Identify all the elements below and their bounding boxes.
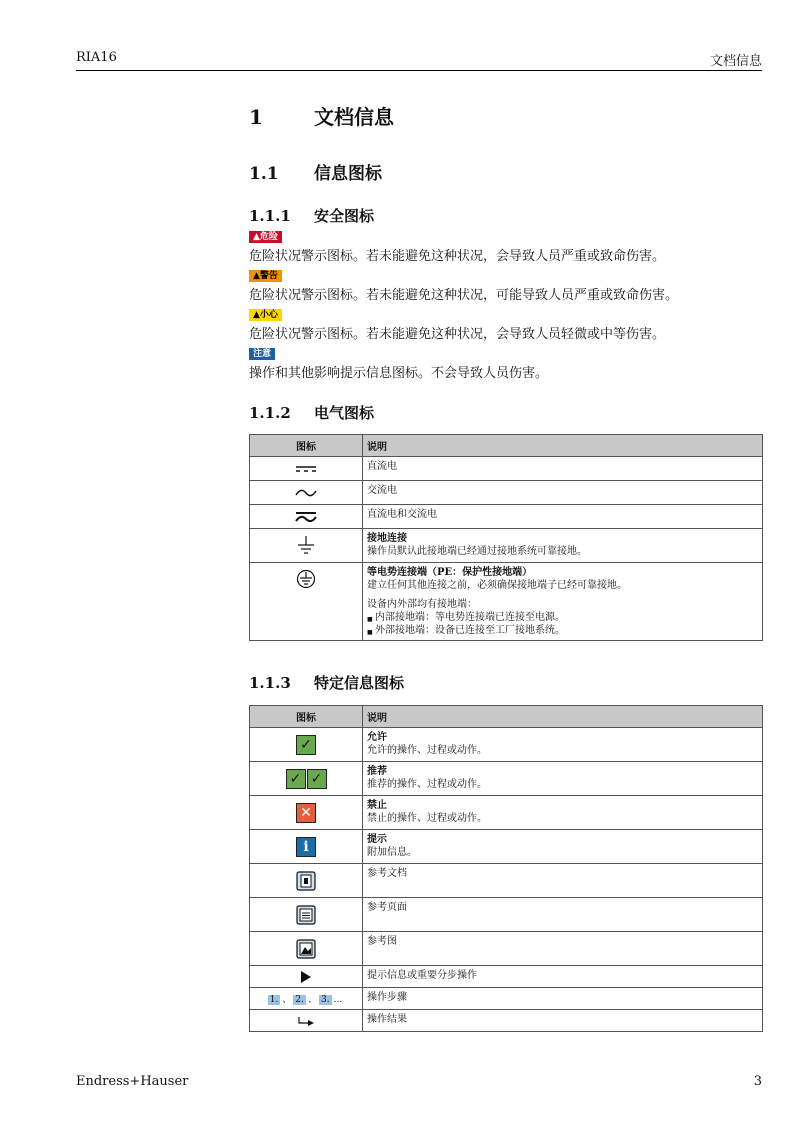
footer-brand: Endress+Hauser <box>76 1074 189 1089</box>
row-desc: 参考页面 <box>363 898 763 932</box>
step-sep: 、 <box>308 995 318 1005</box>
row-desc: 直流电 <box>363 457 763 481</box>
specific-symbols-table <box>249 705 763 1032</box>
section-number: 1.1.3 <box>249 674 291 692</box>
electrical-symbols-table <box>249 434 763 641</box>
list-item: ■ 外部接地端：设备已连接至工厂接地系统。 <box>367 624 758 637</box>
row-title: 允许 <box>367 732 387 743</box>
steps-icon <box>250 988 363 1010</box>
chapter-number: 1 <box>249 105 263 129</box>
warning-text: 危险状况警示图标。若未能避免这种状况，可能导致人员严重或致命伤害。 <box>249 288 679 303</box>
graphic-ref-icon <box>250 932 363 966</box>
col-icon-header: 图标 <box>250 706 363 728</box>
section-1-1-title <box>249 159 382 184</box>
step-ellipsis: ... <box>333 995 343 1005</box>
page-ref-icon <box>250 898 363 932</box>
table-row <box>250 966 763 988</box>
acdc-icon <box>250 505 363 529</box>
danger-text: 危险状况警示图标。若未能避免这种状况，会导致人员严重或致命伤害。 <box>249 249 666 264</box>
row-text: 附加信息。 <box>367 847 417 858</box>
dc-icon <box>250 457 363 481</box>
table-row <box>250 1010 763 1032</box>
row-text: 禁止的操作、过程或动作。 <box>367 813 487 824</box>
preferred-icon: ✓ ✓ <box>250 762 363 796</box>
result-icon <box>250 1010 363 1032</box>
row-desc: 直流电和交流电 <box>363 505 763 529</box>
page-number: 3 <box>753 1074 762 1089</box>
table-row <box>250 563 763 641</box>
table-row <box>250 728 763 762</box>
step-arrow-icon <box>250 966 363 988</box>
col-desc-header: 说明 <box>363 706 763 728</box>
table-row <box>250 505 763 529</box>
section-title-text: 特定信息图标 <box>314 674 405 692</box>
permitted-icon: ✓ <box>250 728 363 762</box>
row-desc <box>363 796 763 830</box>
row-title: 推荐 <box>367 766 387 777</box>
row-desc: 操作步骤 <box>363 988 763 1010</box>
tip-icon: i <box>250 830 363 864</box>
section-number: 1.1.2 <box>249 404 291 422</box>
row-text: 允许的操作、过程或动作。 <box>367 745 487 756</box>
section-1-1-2-title <box>249 402 374 423</box>
section-number: 1.1 <box>249 164 279 184</box>
step-1: 1. <box>269 995 279 1005</box>
row-text: 建立任何其他连接之前，必须确保接地端子已经可靠接地。 <box>367 580 627 591</box>
row-title: 接地连接 <box>367 533 407 544</box>
caution-text: 危险状况警示图标。若未能避免这种状况，会导致人员轻微或中等伤害。 <box>249 327 666 342</box>
danger-badge: ▲危险 <box>249 231 282 243</box>
step-3: 3. <box>321 995 330 1005</box>
section-1-1-3-title <box>249 672 404 693</box>
row-title: 禁止 <box>367 800 387 811</box>
ac-icon <box>250 481 363 505</box>
row-desc: 参考文档 <box>363 864 763 898</box>
step-sep: 、 <box>282 995 292 1005</box>
row-title: 等电势连接端（PE：保护性接地端） <box>367 567 533 578</box>
row-text: 推荐的操作、过程或动作。 <box>367 779 487 790</box>
section-title-text: 信息图标 <box>314 164 382 184</box>
chapter-title-text: 文档信息 <box>314 105 394 129</box>
table-row <box>250 988 763 1010</box>
row-desc: 参考图 <box>363 932 763 966</box>
row-text: 操作员默认此接地端已经通过接地系统可靠接地。 <box>367 546 587 557</box>
row-extra: 设备内外部均有接地端： <box>367 599 477 610</box>
chapter-title <box>249 101 394 130</box>
list-item: ■ 内部接地端：等电势连接端已连接至电源。 <box>367 611 758 624</box>
row-desc: 提示信息或重要分步操作 <box>363 966 763 988</box>
section-title-text: 电气图标 <box>314 404 375 422</box>
warning-badge: ▲警告 <box>249 270 282 282</box>
table-header-row <box>250 706 763 728</box>
row-desc <box>363 563 763 641</box>
row-title: 提示 <box>367 834 387 845</box>
row-desc: 操作结果 <box>363 1010 763 1032</box>
page-header <box>76 50 762 71</box>
header-product: RIA16 <box>76 50 117 65</box>
table-row <box>250 529 763 563</box>
table-row <box>250 830 763 864</box>
row-desc <box>363 762 763 796</box>
row-desc: 交流电 <box>363 481 763 505</box>
row-desc <box>363 529 763 563</box>
step-2: 2. <box>295 995 304 1005</box>
table-row <box>250 796 763 830</box>
caution-badge: ▲小心 <box>249 309 282 321</box>
section-number: 1.1.1 <box>249 207 291 225</box>
section-1-1-1-title <box>249 205 374 226</box>
table-row <box>250 481 763 505</box>
table-header-row <box>250 435 763 457</box>
table-row <box>250 898 763 932</box>
col-desc-header: 说明 <box>363 435 763 457</box>
col-icon-header: 图标 <box>250 435 363 457</box>
notice-badge: 注意 <box>249 348 275 360</box>
forbidden-icon: ✕ <box>250 796 363 830</box>
section-title-text: 安全图标 <box>314 207 375 225</box>
ground-icon <box>250 529 363 563</box>
header-section: 文档信息 <box>709 54 762 69</box>
doc-ref-icon <box>250 864 363 898</box>
row-desc <box>363 830 763 864</box>
table-row <box>250 457 763 481</box>
table-row <box>250 932 763 966</box>
row-desc <box>363 728 763 762</box>
table-row <box>250 864 763 898</box>
table-row <box>250 762 763 796</box>
equipotential-icon <box>250 563 363 641</box>
notice-text: 操作和其他影响提示信息图标。不会导致人员伤害。 <box>249 366 549 381</box>
